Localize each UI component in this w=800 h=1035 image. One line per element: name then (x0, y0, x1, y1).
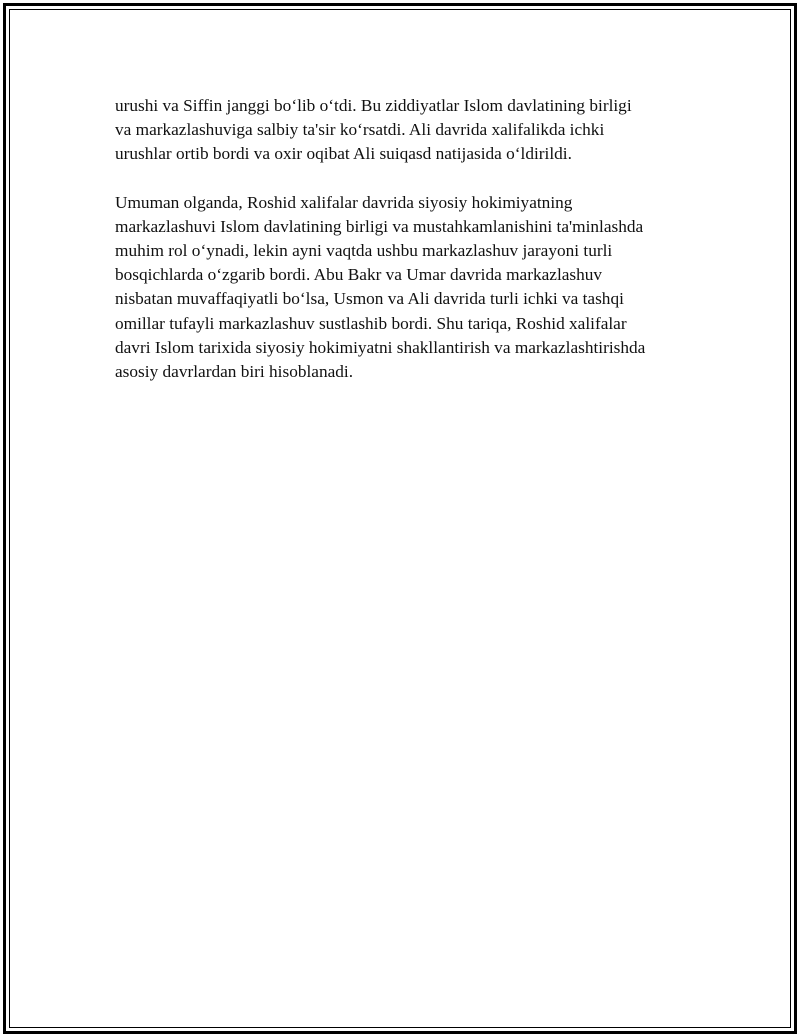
paragraph-1: urushi va Siffin janggi boʻlib oʻtdi. Bu ziddiyatlar Islom davlatining birligi va markazlashuviga salbiy ta'sir koʻrsatdi. Ali davrida xalifalikda ichki urushlar ortib bordi va oxir oqibat Ali suiqasd natijasida oʻldirildi. (115, 96, 632, 164)
paragraph-2: Umuman olganda, Roshid xalifalar davrida siyosiy hokimiyatning markazlashuvi Islom davlatining birligi va mustahkamlanishini ta'minlashda muhim rol oʻynadi, lekin ayni vaqtda ushbu markazlashuv jarayoni turli bosqichlarda oʻzgarib bordi. Abu Bakr va Umar davrida markazlashuv nisbatan muvaffaqiyatli boʻlsa, Usmon va Ali davrida turli ichki va tashqi omillar tufayli markazlashuv sustlashib bordi. Shu tariqa, Roshid xalifalar davri Islom tarixida siyosiy hokimiyatni shakllantirish va markazlashtirishda asosiy davrlardan biri hisoblanadi. (115, 192, 646, 382)
document-body (115, 94, 705, 384)
document-page (3, 3, 797, 1034)
